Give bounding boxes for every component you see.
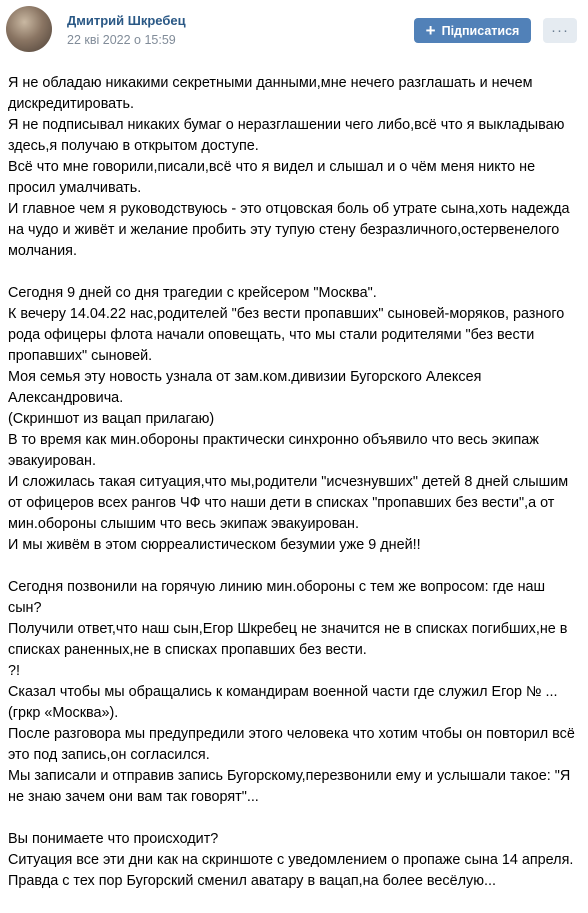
post-text-line: (Скриншот из вацап прилагаю): [8, 411, 215, 427]
post-text-line: сын?: [8, 600, 42, 616]
post-text-line: ?!: [8, 663, 21, 679]
post-text-line: После разговора мы предупредили этого человека что хотим чтобы он повторил всё: [8, 726, 575, 742]
post-text-line: молчания.: [8, 243, 77, 259]
post-text-line: К вечеру 14.04.22 нас,родителей "без вести пропавших" сыновей-моряков, разного: [8, 306, 565, 322]
post-text-line: Всё что мне говорили,писали,всё что я видел и слышал и о чём меня никто не: [8, 159, 536, 175]
more-dots-icon: ···: [551, 22, 569, 39]
post-paragraph: [8, 829, 583, 892]
author-name[interactable]: Дмитрий Шкребец: [67, 13, 186, 28]
post-paragraph: [8, 73, 583, 262]
post-paragraph: [8, 283, 583, 556]
post-text-line: Мы записали и отправив запись Бугорскому,перезвонили ему и услышали такое: "Я: [8, 768, 571, 784]
post-body: [8, 73, 583, 913]
post-text-line: списках раненных,не в списках пропавших без вести.: [8, 642, 367, 658]
post-text-line: Александровича.: [8, 390, 124, 406]
post-text-line: здесь,я получаю в открытом доступе.: [8, 138, 259, 154]
post-text-line: не знаю зачем они вам так говорят"...: [8, 789, 259, 805]
post-text-line: от офицеров всех рангов ЧФ что наши дети в списках "пропавших без вести",а от: [8, 495, 555, 511]
subscribe-label: Підписатися: [441, 23, 520, 38]
post-text-line: И мы живём в этом сюрреалистическом безумии уже 9 дней!!: [8, 537, 421, 553]
avatar[interactable]: [6, 6, 52, 52]
post-text-line: Правда с тех пор Бугорский сменил аватару в вацап,на более весёлую...: [8, 873, 496, 889]
post-text-line: В то время как мин.обороны практически синхронно объявило что весь экипаж: [8, 432, 539, 448]
post-text-line: Получили ответ,что наш сын,Егор Шкребец не значится не в списках погибших,не в: [8, 621, 568, 637]
post-date[interactable]: 22 кві 2022 о 15:59: [67, 33, 176, 47]
post-text-line: пропавших" сыновей.: [8, 348, 153, 364]
post-text-line: (гркр «Москва»).: [8, 705, 119, 721]
plus-icon: +: [425, 20, 436, 40]
post-text-line: дискредитировать.: [8, 96, 134, 112]
post-text-line: Сегодня 9 дней со дня трагедии с крейсером "Москва".: [8, 285, 377, 301]
post-text-line: Я не подписывал никаких бумаг о неразглашении чего либо,всё что я выкладываю: [8, 117, 565, 133]
post-text-line: это под запись,он согласился.: [8, 747, 210, 763]
post-text-line: И главное чем я руководствуюсь - это отцовская боль об утрате сына,хоть надежда: [8, 201, 570, 217]
post-text-line: рода офицеры флота начали оповещать, что мы стали родителями "без вести: [8, 327, 535, 343]
post-text-line: на чудо и живёт и желание пробить эту тупую стену безразличного,остервенелого: [8, 222, 560, 238]
post-text-line: просил умалчивать.: [8, 180, 142, 196]
post-text-line: Вы понимаете что происходит?: [8, 831, 219, 847]
post-text-line: Сказал чтобы мы обращались к командирам военной части где служил Егор № ...: [8, 684, 558, 700]
post-text-line: Моя семья эту новость узнала от зам.ком.дивизии Бугорского Алексея: [8, 369, 482, 385]
post-paragraph: [8, 577, 583, 808]
post-text-line: Сегодня позвонили на горячую линию мин.обороны с тем же вопросом: где наш: [8, 579, 546, 595]
post-text-line: мин.обороны слышим что весь экипаж эвакуирован.: [8, 516, 359, 532]
post-header: [0, 0, 588, 70]
post-text-line: И сложилась такая ситуация,что мы,родители "исчезнувших" детей 8 дней слышим: [8, 474, 569, 490]
post-text-line: Я не обладаю никакими секретными данными,мне нечего разглашать и нечем: [8, 75, 533, 91]
more-options-button[interactable]: [543, 18, 577, 43]
subscribe-button[interactable]: [414, 18, 531, 43]
post-text-line: эвакуирован.: [8, 453, 96, 469]
post-text-line: Ситуация все эти дни как на скриншоте с уведомлением о пропаже сына 14 апреля.: [8, 852, 574, 868]
